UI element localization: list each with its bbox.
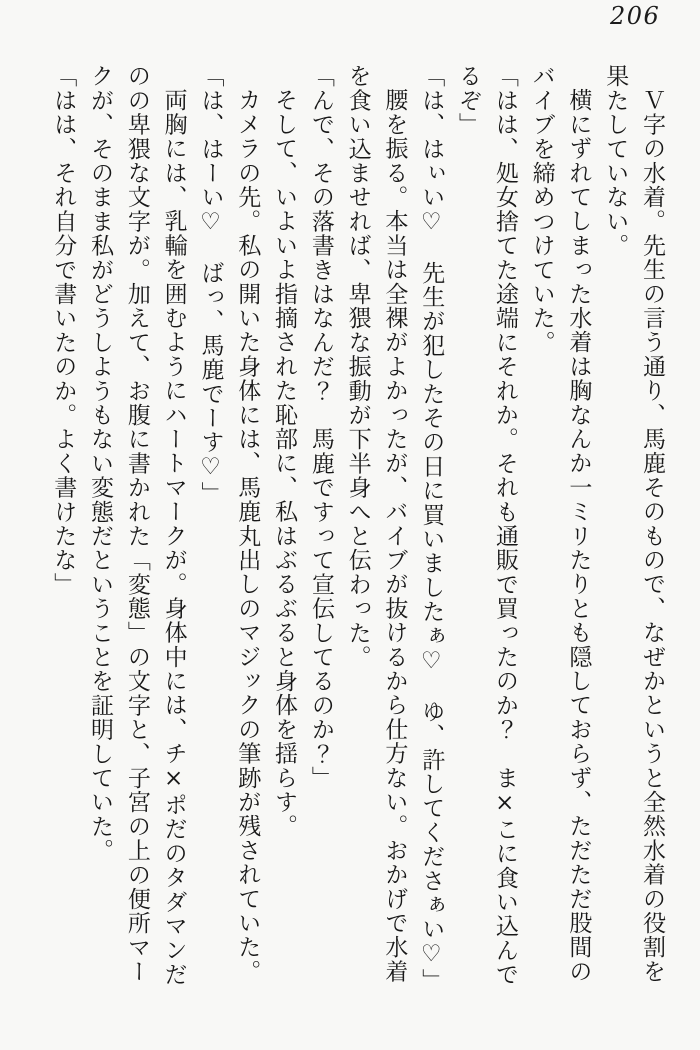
text-line: そして、いよいよ指摘された恥部に、私はぶるぶると身体を揺らす。	[271, 88, 298, 839]
text-block	[42, 64, 670, 999]
text-line: 横にずれてしまった水着は胸なんか一ミリたりとも隠しておらず、ただただ股間の	[565, 88, 592, 984]
text-line: 両胸には、乳輪を囲むようにハートマークが。身体中には、チ×ポだのタダマンだ	[160, 88, 187, 987]
text-line: 「はは、それ自分で書いたのか。よく書けたな」	[50, 64, 77, 597]
text-line: 「は、はーい♡ ばっ、馬鹿でーす♡」	[197, 64, 224, 506]
text-line: カメラの先。私の開いた身体には、馬鹿丸出しのマジックの筆跡が残されていた。	[234, 88, 261, 984]
text-line: のの卑猥な文字が。加えて、お腹に書かれた「変態」の文字と、子宮の上の便所マー	[123, 64, 150, 984]
text-line: Ｖ字の水着。先生の言う通り、馬鹿そのもので、なぜかというと全然水着の役割を	[639, 88, 665, 984]
text-line: 「はは、処女捨てた途端にそれか。それも通販で買ったのか？ ま×こに食い込んで	[491, 64, 518, 987]
text-line: るぞ」	[455, 64, 482, 137]
text-line: 「んで、その落書きはなんだ？ 馬鹿ですって宣伝してるのか？」	[307, 64, 334, 790]
text-line: 「は、はぃい♡ 先生が犯したその日に買いましたぁ♡ ゆ、許してくださぁい♡」	[418, 64, 445, 993]
text-line: バイブを締めつけていた。	[528, 64, 555, 355]
text-line: を食い込ませれば、卑猥な振動が下半身へと伝わった。	[344, 64, 371, 669]
text-line: 腰を振る。本当は全裸がよかったが、バイブが抜けるから仕方ない。おかげで水着	[381, 88, 408, 984]
page-number: 206	[610, 2, 661, 30]
text-line: クが、そのまま私がどうしようもない変態だということを証明していた。	[87, 64, 114, 863]
text-line: 果たしていない。	[602, 64, 629, 258]
